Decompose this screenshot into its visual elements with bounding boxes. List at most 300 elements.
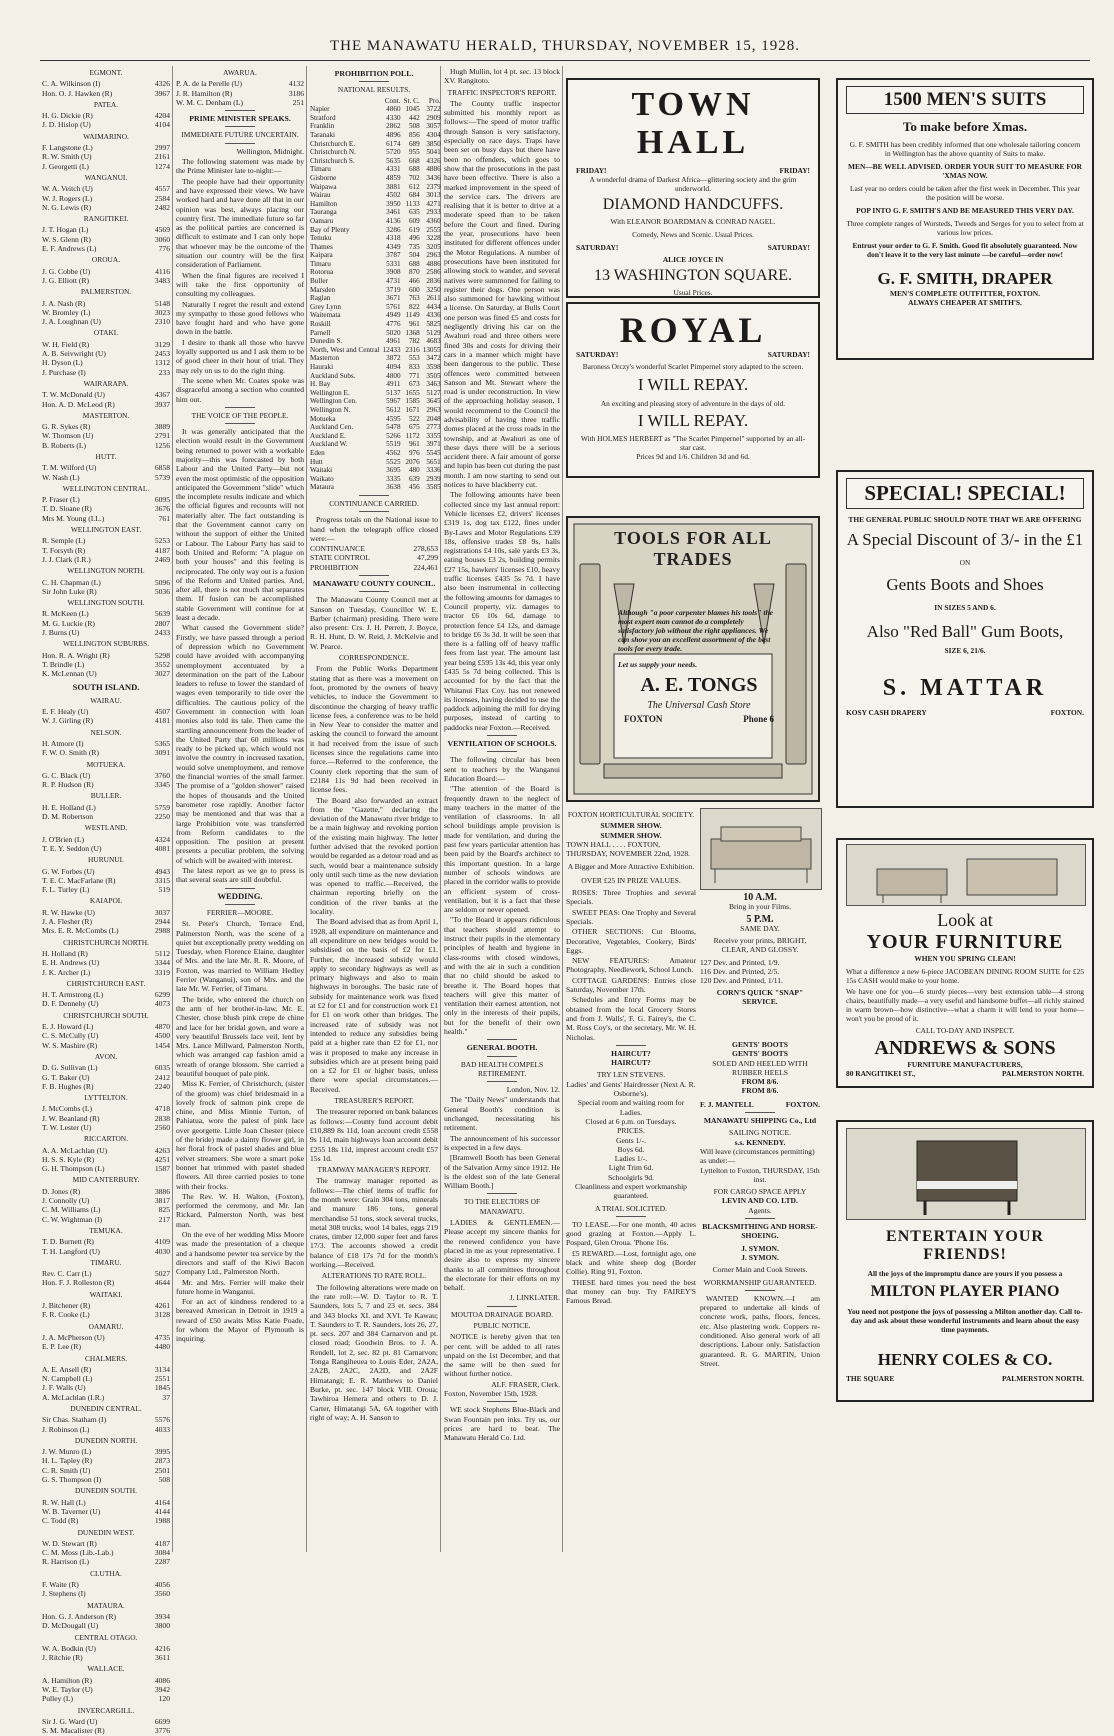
candidate-votes: 5036 [154,586,170,596]
electorate-heading: WANGANUI. [84,172,128,182]
council-subheading: ALTERATIONS TO RATE ROLL. [321,1271,427,1281]
pm-subtitle: IMMEDIATE FUTURE UNCERTAIN. [181,130,299,140]
candidate-row [42,1205,170,1214]
candidate-name: W. B. Taverner (U) [42,1506,101,1516]
smith-title: BLACKSMITHING AND HORSE-SHOEING. [702,1222,818,1241]
stevens-trial: A TRIAL SOLICITED. [595,1203,667,1213]
candidate-row [42,79,170,88]
candidate-votes: 4870 [154,1022,170,1032]
candidate-votes: 5253 [154,536,170,546]
pm-dateline: Wellington, Midnight. [236,146,304,156]
poll-cell: 4800 [386,371,401,380]
candidate-name: C. R. Smith (U) [42,1465,91,1475]
ventilation-paragraph: "To the Board it appears ridiculous that teachers should attempt to instruct their pupils in the elementary principles of health and hygiene in class-rooms with closed windows, and with the air in such a condition that no child should be asked to breathe it. The Board hopes that teachers will give this matter of ventilation their earnest attention, not only in the interests of their pupils, but for the benefit of their own health." [444,915,560,1036]
candidate-row [42,968,170,977]
candidate-name: J. A. Loughnan (U) [42,317,101,327]
candidate-votes: 4718 [154,1104,170,1114]
poll-cell: 961 [408,440,420,449]
candidate-votes: 3889 [154,422,170,432]
poll-cell: Hamilton [310,199,338,208]
candidate-votes: 2988 [154,926,170,936]
poll-cell: 5612 [386,405,401,414]
candidate-votes: 4480 [154,1342,170,1352]
candidate-name: W. A. Veitch (U) [42,184,93,194]
candidate-votes: 5112 [155,948,170,958]
poll-cell: 3950 [386,199,401,208]
poll-cell: 4859 [386,173,401,182]
candidate-row [42,609,170,618]
candidate-votes: 4104 [154,120,170,130]
candidate-votes: 3560 [154,1589,170,1599]
tongs-cta: Let us supply your needs. [618,660,698,669]
poll-cell: 5825 [426,320,441,329]
candidate-name: T. Brindle (L) [42,659,85,669]
stevens-desc: Ladies' and Gents' Hairdresser (Next A. R. Osborne's). [566,1079,696,1099]
candidate-votes: 4326 [154,79,170,89]
special-sizes2: SIZE 6, 21/6. [944,646,986,655]
candidate-row [42,1155,170,1164]
candidate-votes: 4181 [154,716,170,726]
separator [225,423,255,424]
wedding-paragraph: The Rev. W. H. Walton, (Foxton), performed the ceremony, and Mr. Ian Rickard, Palmerston North, was best man. [176,1191,304,1229]
candidate-name: W. Bromley (L) [42,307,91,317]
candidate-votes: 4116 [155,266,170,276]
poll-cell: 1045 [405,105,420,114]
candidate-name: T. W. Lester (U) [42,1122,92,1132]
pm-paragraph: The scene when Mr. Coates spoke was disgraceful among a section who counted him out. [176,375,304,404]
candidate-name: F. B. Hughes (R) [42,1081,94,1091]
candidate-row [42,803,170,812]
candidate-votes: 3319 [154,967,170,977]
candidate-votes: 1454 [154,1040,170,1050]
candidate-name: J. Purchase (I) [42,367,86,377]
poll-cell: 1671 [405,405,420,414]
candidate-row [42,89,170,98]
piano-ad [836,1120,1094,1402]
candidate-row [42,299,170,308]
boots-t5: FROM 8/6. [741,1086,779,1096]
candidate-row [42,1475,170,1484]
royal-prices: Prices 9d and 1/6. Children 3d and 6d. [636,452,750,461]
ship-name: s.s. KENNEDY. [734,1137,786,1147]
candidate-votes: 776 [158,244,170,254]
symon-guar: WORKMANSHIP GUARANTEED. [703,1277,817,1287]
candidate-name: H. Atmore (I) [42,739,84,748]
candidate-votes: 3315 [154,875,170,885]
news-column-3 [310,66,441,1554]
booth-article [444,1095,560,1190]
candidate-name: J. G. Elliott (R) [42,275,90,285]
candidate-votes: 1988 [154,1516,170,1526]
poll-cell: Wellington N. [310,405,351,414]
horti-show2: SUMMER SHOW. [600,830,662,840]
council-paragraph: The Board also forwarded an extract from the "Gazette," declaring the deviation of the Manawatu river bridge to be a main highway and revoking portion of the existing main highway. The letter further advised that the revoked portion would be regarded as a detour road and as such, would bear a maintenance subsidy only until such time as the new deviation was opened to traffic.—Received, the chairman reporting briefly on the condition of the river banks at the locality. [310,795,438,917]
andrews-sub: FURNITURE MANUFACTURERS, [907,1060,1023,1069]
poll-cell: 5478 [386,423,401,432]
candidate-name: H. Holland (R) [42,948,88,958]
separator [616,1216,646,1217]
poll-cell: Tauranga [310,208,337,217]
poll-cell: 4911 [386,380,401,389]
poll-cell: 13055 [422,345,441,354]
candidate-votes: 761 [158,513,170,523]
poll-cell: 4562 [386,448,401,457]
poll-cell: 4136 [386,216,401,225]
poll-row [310,208,441,217]
smith-sub2: ALWAYS CHEAPER AT SMITH'S. [908,298,1022,307]
wedding-subtitle: FERRIER—MOORE. [206,907,274,917]
candidate-name: T. E. C. MacFarlane (R) [42,875,116,885]
candidate-votes: 5739 [154,472,170,482]
poll-total [310,544,438,553]
poll-row [310,294,441,303]
masthead: THE MANAWATU HERALD, THURSDAY, NOVEMBER 15, 1928. [329,38,801,54]
saturday-right: SATURDAY! [767,243,810,252]
candidate-name: J. J. Clark (I.R.) [42,554,91,564]
candidate-votes: 3934 [154,1611,170,1621]
candidate-name: F. Langstone (L) [42,143,93,153]
candidate-name: R. W. Hall (L) [42,1497,86,1507]
town-hall-feature2: 13 WASHINGTON SQUARE. [593,267,793,284]
candidate-row [42,1726,170,1735]
poll-cell: 4961 [386,337,401,346]
candidate-name: W. D. Stewart (R) [42,1538,97,1548]
candidate-votes: 2551 [154,1374,170,1384]
separator [487,735,517,736]
candidate-votes: 4216 [154,1643,170,1653]
smith-draper-name: G. F. SMITH, DRAPER [877,269,1053,288]
candidate-votes: 4943 [154,866,170,876]
candidate-votes: 3483 [154,275,170,285]
film-price: 116 Dev. and Printed, 2/5. [700,967,780,977]
candidate-name: F. W. O. Smith (R) [42,748,99,758]
awarua-row-label: P. A. de la Perelle (U) [176,79,243,89]
shipping-title: MANAWATU SHIPPING Co., Ltd [703,1116,817,1126]
voice-paragraph: What caused the Government slide? Firstly, we have passed through a period of depression which no Government could have avoided with accompanying unemployment accentuated by a determination on the part of the Labour leaders to refuse to lower the standard of wages even temporarily to tide over the difficulties. The cautious policy of the Government in connection with loan monies also told its tale. Then came the startling announcement from the leader of the United Party that 60 millions was ready to be picked up, which would not involve the country in increased taxation, would solve unemployment, and remove the financial worries of the small farmer. The promise of a "golden shower" raised the hopes of thousands and the United barometer rose rapidly. Another factor may be mentioned and that was that a large Prohibition vote was transferred from Reform candidates to the opposition. The position at present presents a peculiar problem, the solving of which will be awaited with interest. [176,623,304,865]
candidate-row [42,1146,170,1155]
candidate-row [42,504,170,513]
council-subheading: CORRESPONDENCE. [338,653,410,663]
poll-row [310,251,441,260]
candidate-row [42,431,170,440]
furniture-illustration [700,808,822,890]
candidate-votes: 3760 [154,770,170,780]
candidate-name: D. McDougall (U) [42,1621,99,1631]
poll-row [310,406,441,415]
poll-row [310,165,441,174]
poll-cell: Wellington E. [310,388,350,397]
poll-cell: Roskill [310,320,331,329]
poll-cell: 4094 [386,363,401,371]
poll-cell: 961 [408,320,420,329]
candidate-votes: 3023 [154,307,170,317]
drainage-date: Foxton, November 15th, 1928. [444,1389,538,1399]
town-hall-feature: DIAMOND HANDCUFFS. [602,196,784,213]
candidate-row [42,1580,170,1589]
electorate-heading: RICCARTON. [84,1134,128,1144]
council-article [310,595,438,1422]
candidate-votes: 4187 [154,1538,170,1548]
candidate-name: F. L. Turley (L) [42,885,90,895]
special-p1: THE GENERAL PUBLIC SHOULD NOTE THAT WE ARE OFFERING [848,515,1082,524]
candidate-row [42,1374,170,1383]
poll-cell: 639 [408,474,420,483]
special-title: SPECIAL! SPECIAL! [846,478,1084,509]
tongs-banner: TOOLS FOR ALL TRADES [614,528,772,569]
town-hall-star: ALICE JOYCE IN [662,255,724,264]
poll-cell: 442 [408,113,420,122]
candidate-name: J. McCombs (L) [42,1104,92,1114]
electorate-heading: WELLINGTON NORTH. [67,566,145,576]
town-hall-cast: With ELEANOR BOARDMAN & CONRAD NAGEL. [610,217,776,226]
candidate-name: Mrs M. Young (I.L.) [42,513,105,523]
poll-row [310,449,441,458]
candidate-row [42,1516,170,1525]
poll-cell: 4683 [426,337,441,346]
candidate-votes: 4033 [154,1424,170,1434]
candidate-name: J. D. Hislop (U) [42,120,91,130]
candidate-name: E. J. Howard (L) [42,1022,94,1032]
candidate-row [42,495,170,504]
poll-cell: 5129 [426,328,441,337]
poll-cell: 1368 [405,328,420,337]
candidate-votes: 3886 [154,1186,170,1196]
poll-cell: Kaipara [310,251,333,260]
candidate-name: J. Robinson (L) [42,1424,90,1434]
mantell-boots-ad [700,1040,820,1554]
candidate-name: J. T. Hogan (L) [42,225,89,235]
candidate-votes: 4204 [154,111,170,121]
poll-cell: 3671 [386,294,401,303]
booth-subtitle: BAD HEALTH COMPELS RETIREMENT. [460,1059,544,1078]
candidate-votes: 5096 [154,577,170,587]
candidate-row [42,1342,170,1351]
column-divider [562,66,563,1552]
electorate-heading: HURUNUI. [88,855,124,865]
poll-cell: 3013 [426,191,441,200]
separator [487,1193,517,1194]
pm-title: PRIME MINISTER SPEAKS. [189,114,291,124]
candidate-row [42,308,170,317]
awarua-row-label: J. R. Hamilton (R) [176,88,233,98]
poll-cell: 2773 [426,423,441,432]
poll-row [310,354,441,363]
mantell-loc: FOXTON. [785,1099,820,1109]
poll-cell: 3250 [426,285,441,294]
candidate-row [42,203,170,212]
candidate-votes: 3091 [154,748,170,758]
continuance-heading: CONTINUANCE CARRIED. [329,498,419,508]
candidate-name: W. E. Taylor (U) [42,1685,93,1695]
town-hall-prices: Usual Prices. [673,288,713,297]
poll-total [310,553,438,562]
poll-row [310,122,441,131]
separator [487,1306,517,1307]
poll-cell: 5525 [386,457,401,466]
candidate-name: Hon. A. D. McLeod (R) [42,399,115,409]
tongs-ad [566,516,820,802]
candidate-name: C. W. Wightman (I) [42,1214,103,1224]
candidate-row [42,1694,170,1703]
electorate-heading: MID CANTERBURY. [72,1175,140,1185]
poll-cell: 5519 [386,440,401,449]
poll-row [310,311,441,320]
horti-prizes: OVER £25 IN PRIZE VALUES. [581,875,681,885]
poll-cell: Christchurch S. [310,156,355,165]
poll-subtitle: NATIONAL RESULTS. [337,85,411,95]
candidate-name: J. F. Walls (U) [42,1383,86,1393]
candidate-row [42,1123,170,1132]
poll-cell: 4595 [386,414,401,423]
candidate-name: Pulley (L) [42,1694,74,1704]
awarua-row [176,79,304,88]
candidate-votes: 6035 [154,1063,170,1073]
suits-p1: G. F. SMITH has been credibly informed that one wholesale tailoring concern in Wellington has the above quantity of Suits to make. [849,140,1081,158]
shipping-route: Lyttelton to Foxton, THURSDAY, 15th inst. [700,1165,820,1184]
candidate-row [42,225,170,234]
poll-row [310,286,441,295]
poll-cell: 609 [408,216,420,225]
candidate-name: A. B. Seivwright (U) [42,349,106,359]
candidate-name: G. C. Black (U) [42,770,91,780]
pm-paragraph: I desire to thank all those who havve loyally supported us and I ask them to be of good cheer in their hour of trial. They may rely on us to do the right thing. [176,337,304,375]
poll-row [310,234,441,243]
poll-cell: H. Bay [310,380,331,389]
candidate-row [42,235,170,244]
poll-cell: 2836 [426,277,441,286]
candidate-row [42,660,170,669]
poll-header-cell: St. C. [403,96,420,105]
royal-cast: With HOLMES HERBERT as "The Scarlet Pimpernel" supported by an all-star cast. [580,434,806,452]
candidate-name: F. R. Cooke (L) [42,1310,90,1320]
town-hall-title: TOWN HALL [631,86,755,161]
poll-table [310,97,441,492]
poll-cell: 4502 [386,191,401,200]
candidate-name: F. Waite (R) [42,1580,79,1590]
candidate-name: J. Ritchie (R) [42,1653,83,1663]
stephens-ink-notice: WE stock Stephens Blue-Black and Swan Fountain pen inks. Try us, our prices are hard to beat. The Manawatu Herald Co. Ltd. [444,1405,560,1443]
electorate-heading: WESTLAND. [84,823,128,833]
poll-cell: Waitemata [310,311,341,320]
poll-cell: 5967 [386,397,401,406]
electorate-heading: WAIRARAPA. [83,378,129,388]
candidate-row [42,835,170,844]
candidate-row [42,546,170,555]
cargo-agents: LEVIN AND CO. LTD. [722,1196,798,1206]
smith-sub1: MEN'S COMPLETE OUTFITTER, FOXTON. [890,289,1040,298]
electorate-heading: CHRISTCHURCH EAST. [66,978,146,988]
poll-row [310,389,441,398]
candidate-votes: 3027 [154,669,170,679]
separator [225,904,255,905]
candidate-name: R. Semple (L) [42,536,86,546]
symon-addr: Corner Main and Cook Streets. [712,1265,808,1275]
candidate-votes: 2873 [154,1456,170,1466]
candidate-row [42,152,170,161]
separator [359,81,389,82]
progress-text: Progress totals on the National issue to hand when the telegraph office closed were:— [310,515,438,543]
films-t1b: Bring in your Films. [728,902,792,912]
candidate-row [42,349,170,358]
electors-text: LADIES & GENTLEMEN.—Please accept my sincere thanks for the renewed confidence you have placed in me as your representative. I desire also to express my sincere thanks to all committees throughout the electorate for their efforts on my behalf. [444,1218,560,1293]
candidate-row [42,1365,170,1374]
ventilation-paragraph: "The attention of the Board is frequently drawn to the neglect of many teachers in the matter of the ventilation of classrooms. In all school buildings ample provision is made for ventilation, and during the past few years particular attention has been paid by the Board's architect to this important question. In a large number of schools windows are placed in the corridor walls to provide an efficient system of cross-ventilation, but it is a fact that these are seldom or never opened. [444,784,560,915]
council-paragraph: The following alterations were made on the rate roll:—W. D. Taylor to R. T. Saunders, lots 5, 7 and 23 et. secs. 384 and 343 blocks XI. and XVI. Te Kawau; T. Saunders to T. R. Saunders, lots 26, 27, pt. secs. 207 and 384 Carnarvon and pt. closed road; Goodwin Bros. to J. A. Rendell, lot 2, sec. 82 pt. 81 Carnarvon; Tonga Rangiheuea to Louis Eder, 2A2A, 2A2B, 2A2C, 2A2D, and 2A2F Himatangi; E. R. Matthews to Daniel Burke, pt. sec. 147 block VIII. Oroua; Tawhiroa Hemera and others to D. J. Carter, Himatangi 5A, 6A together with right of way; A. H. Sanson to [310,1282,438,1422]
candidate-name: W. Thomson (U) [42,431,94,441]
poll-cell: 2963 [426,405,441,414]
fairey-notice: THESE hard times you need the best that money can buy. Try FAIREY'S Famous Bread. [566,1277,696,1306]
candidate-votes: 3800 [154,1621,170,1631]
candidate-row [42,111,170,120]
poll-cell: Mataura [310,483,334,492]
poll-cell: 600 [408,285,420,294]
candidate-name: Hon. R. A. Wright (R) [42,650,110,660]
poll-row [310,320,441,329]
films-t2b: SAME DAY. [740,923,780,933]
candidate-row [42,1466,170,1475]
candidate-name: J. Georgetti (L) [42,161,89,171]
poll-cell: 3598 [426,363,441,371]
electorate-heading: MOTUEKA. [86,759,126,769]
poll-cell: 3286 [386,225,401,234]
poll-cell: Dunedin S. [310,337,343,346]
poll-row [310,174,441,183]
candidate-votes: 4500 [154,1031,170,1041]
poll-row [310,217,441,226]
wedding-paragraph: Miss K. Ferrier, of Christchurch, (sister of the groom) was chief bridesmaid in a lovely frock of salmon pink crepe de chine, and Miss Minnie Turton, of Pahiatua, wore the palest of pink lace over georgette. Little Joan Chester (niece of the bride) made a dainty flower girl, in her floral frock of pastel shades and blue velvet streamers. She wore a smart poke bonnet hat trimmed with pastel shaded flowers. All three carried posies to tone with their frocks. [176,1079,304,1191]
special-ad [836,470,1094,808]
poll-row [310,140,441,149]
separator [225,126,255,127]
mattar-sub-right: FOXTON. [1050,708,1084,717]
candidate-name: R. P. Hudson (R) [42,780,94,790]
poll-cell: 635 [408,208,420,217]
poll-row [310,423,441,432]
poll-cell: 771 [408,371,420,380]
candidate-name: J. A. McPherson (U) [42,1332,105,1342]
candidate-row [42,780,170,789]
candidate-votes: 5576 [154,1415,170,1425]
mattar-sub-left: KOSY CASH DRAPERY [846,708,927,717]
awarua-heading: AWARUA. [223,68,257,77]
candidate-votes: 1312 [154,358,170,368]
candidate-votes: 2807 [154,618,170,628]
candidate-row [42,1612,170,1621]
candidate-row [42,1685,170,1694]
candidate-votes: 6095 [154,495,170,505]
electors-title: TO THE ELECTORS OF MANAWATU. [463,1197,541,1216]
candidate-name: T. E. Y. Seddon (U) [42,843,102,853]
poll-cell: 4330 [386,113,401,122]
poll-cell: 3505 [426,371,441,380]
candidate-row [42,194,170,203]
pm-paragraph: The following statement was made by the Prime Minister late to-night:— [176,157,304,176]
poll-cell: 3872 [386,354,401,363]
candidate-row [42,1507,170,1516]
candidate-row [42,162,170,171]
candidate-votes: 5365 [154,739,170,748]
council-paragraph: The tramway manager reported as follows:—The chief items of traffic for the month were: Grain 304 tons, minerals and manure 186 tons, general merchandise 51 tons, stock several trucks, metal 308 trucks, wool 14 bales, eggs 219 crates, timber 12,000 super feet and fares 17/3. The accounts showed a credit balance of £18 17s 7d for the month's working.—Received. [310,1176,439,1270]
poll-cell: Taranaki [310,130,336,139]
poll-cell: 5761 [386,302,401,311]
poll-cell: Grey Lynn [310,302,341,311]
candidate-row [42,1676,170,1685]
poll-cell: 2076 [405,457,420,466]
electorate-heading: OAMARU. [88,1321,124,1331]
saturday-left: SATURDAY! [576,243,619,252]
candidate-name: T. W. McDonald (U) [42,390,105,400]
separator [359,591,389,592]
